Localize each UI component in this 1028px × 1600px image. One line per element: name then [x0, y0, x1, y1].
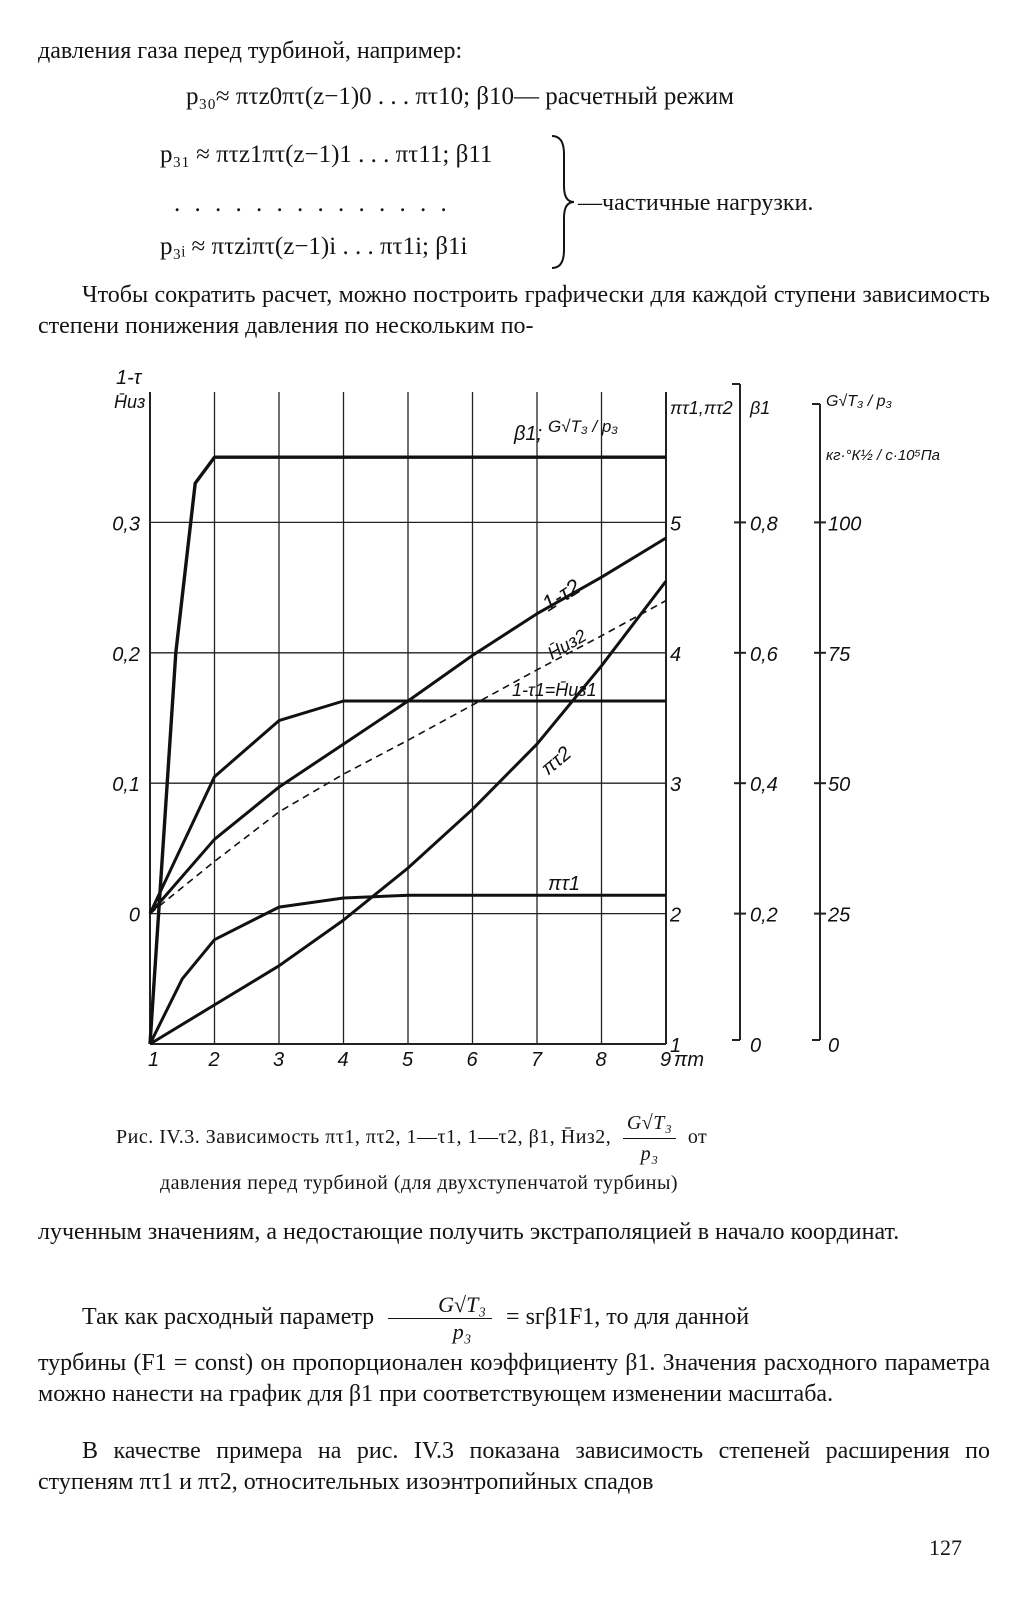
left-tick-0: 0,3: [112, 513, 140, 536]
chart-axes: [112, 367, 940, 1071]
para3-text-b: = sгβ1F1, то для данной: [506, 1304, 750, 1331]
label-pi1: πτ1: [548, 873, 581, 895]
x-tick-8: 9: [660, 1049, 672, 1071]
paragraph-3-rest: турбины (F1 = const) он пропорционален коэффициенту β1. Значения расходного параметра можно нанести на график для β1 при соответствующем изменении масштаба.: [38, 1350, 990, 1407]
paragraph-2: лученным значениям, а недостающие получить экстраполяцией в начало координат.: [38, 1219, 900, 1245]
pi-tick-3: 2: [670, 904, 682, 927]
chart-grid: [150, 392, 666, 1044]
formula-dots: . . . . . . . . . . . . . .: [174, 190, 451, 217]
x-tick-2: 3: [273, 1049, 285, 1071]
beta-tick-2: 0,4: [750, 774, 778, 797]
label-tau2: 1-τ2: [537, 573, 585, 617]
formula-0-note: — расчетный режим: [514, 83, 734, 110]
figure-caption: [40, 1108, 988, 1169]
para3-fraction: [388, 1292, 492, 1345]
g-axis-title-2: кг·°К½ / с·10⁵Па: [826, 447, 941, 464]
formula-i: p₃ᵢ ≈ πτziπτ(z−1)i . . . πτ1i; β1i: [160, 233, 468, 260]
caption-ot: от: [687, 1126, 708, 1149]
pi-tick-1: 4: [670, 643, 682, 666]
paragraph-4: В качестве примера на рис. IV.3 показана зависимость степеней расширения по ступеням πτ1 и πτ2, относительных изоэнтропийных спадов: [38, 1438, 990, 1495]
right-brace: [548, 134, 578, 270]
figure-iv3: [0, 360, 1028, 1080]
pi-tick-4: 1: [670, 1035, 682, 1057]
left-tick-3: 0: [128, 904, 140, 927]
left-axis-title-1: 1-τ: [116, 367, 142, 389]
label-hiz2: H̄из2: [544, 625, 590, 664]
label-tau1: 1-τ1=H̄из1: [512, 680, 597, 700]
paragraph-3-line1: [38, 1292, 990, 1342]
inner-label-g: G√T₃ / p₃: [548, 417, 619, 436]
x-axis-label: πт: [674, 1049, 705, 1071]
x-tick-7: 8: [595, 1049, 607, 1071]
label-pi2: πτ2: [537, 742, 576, 780]
g-tick-3: 25: [828, 904, 851, 927]
pi-tick-2: 3: [670, 774, 682, 797]
pi-axis-title: πτ1,πτ2: [670, 398, 733, 418]
para3-fraction-num: G√T₃: [388, 1292, 492, 1319]
caption-fraction-num: G√T₃: [623, 1108, 677, 1139]
left-tick-2: 0,1: [112, 774, 140, 797]
para3-text-a: Так как расходный параметр: [82, 1304, 375, 1331]
formula-1: p₃₁ ≈ πτz1πτ(z−1)1 . . . πτ11; β11: [160, 141, 493, 168]
x-tick-1: 2: [208, 1049, 220, 1071]
g-tick-1: 75: [828, 643, 851, 666]
beta-tick-3: 0,2: [750, 904, 778, 927]
x-tick-4: 5: [402, 1049, 414, 1071]
formula-design-mode: [186, 83, 734, 111]
chart-labels: [512, 417, 618, 895]
partial-load-note: —частичные нагрузки.: [578, 190, 814, 216]
caption-fraction: [623, 1108, 677, 1169]
page-number: 127: [929, 1535, 962, 1560]
inner-label-beta: β1;: [514, 423, 543, 445]
beta-axis-title: β1: [750, 398, 771, 418]
caption-line2: давления перед турбиной (для двухступенчатой турбины): [160, 1172, 679, 1194]
pi-tick-0: 5: [670, 513, 682, 536]
formula-0: p₃₀≈ πτz0πτ(z−1)0 . . . πτ10; β10: [186, 83, 515, 110]
g-tick-0: 100: [828, 513, 862, 536]
para3-fraction-den: p₃: [452, 1319, 472, 1344]
paragraph-1: Чтобы сократить расчет, можно построить графически для каждой ступени зависимость степени понижения давления по нескольким по-: [38, 282, 990, 339]
g-axis-title-1: G√T₃ / p₃: [826, 393, 892, 410]
g-tick-2: 50: [828, 774, 851, 797]
x-tick-6: 7: [531, 1049, 543, 1071]
x-tick-3: 4: [337, 1049, 349, 1071]
caption-fraction-den: p₃: [640, 1143, 659, 1165]
beta-tick-0: 0,8: [750, 513, 778, 536]
left-tick-1: 0,2: [112, 643, 140, 666]
caption-line1: Рис. IV.3. Зависимость πτ1, πτ2, 1—τ1, 1—τ2, β1, H̄из2,: [116, 1126, 612, 1149]
beta-tick-4: 0: [750, 1035, 762, 1057]
x-tick-5: 6: [466, 1049, 478, 1071]
intro-line: давления газа перед турбиной, например:: [38, 38, 463, 64]
left-axis-title-2: H̄из: [114, 392, 146, 412]
beta-tick-1: 0,6: [750, 643, 778, 666]
x-tick-0: 1: [148, 1049, 160, 1071]
g-tick-4: 0: [828, 1035, 840, 1057]
